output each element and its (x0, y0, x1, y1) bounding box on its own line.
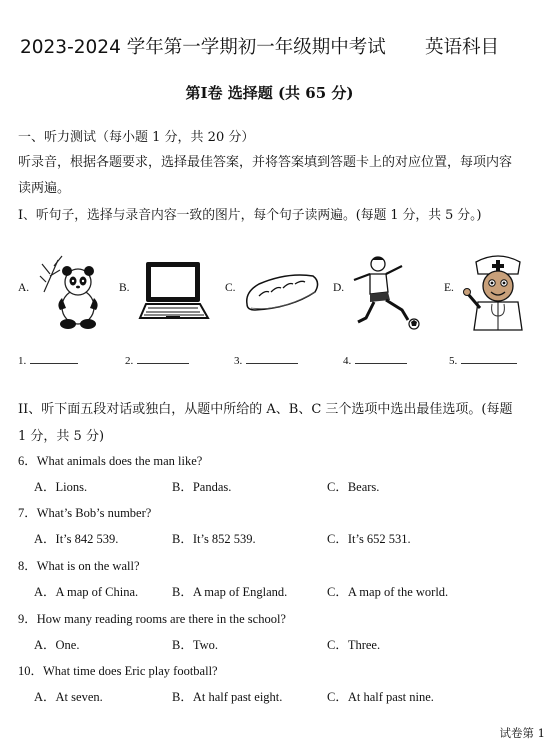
question-6-option-b: B．Pandas. (172, 480, 232, 494)
bread-icon (241, 252, 321, 332)
picture-label-e: E. (444, 282, 454, 294)
question-7-option-c: C．It’s 652 531. (327, 532, 411, 546)
question-6-option-c: C．Bears. (327, 480, 380, 494)
picture-label-a: A. (18, 282, 30, 294)
page-footer: 试卷第 1 (499, 726, 545, 740)
instruction-line-2: 读两遍。 (18, 181, 71, 196)
question-9-option-b: B．Two. (172, 638, 219, 652)
answer-blank-1: 1. (18, 355, 78, 367)
answer-blank-3: 3. (234, 355, 298, 367)
part-ii-heading-line-1: II、听下面五段对话或独白，从题中所给的 A、B、C 三个选项中选出最佳选项。(每题 (18, 402, 513, 417)
panda-bamboo-icon (36, 252, 116, 332)
question-8-option-c: C．A map of the world. (327, 585, 449, 599)
picture-label-d: D. (333, 282, 345, 294)
part-ii-heading-line-2: 1 分，共 5 分) (18, 429, 105, 444)
instruction-line-1: 听录音，根据各题要求，选择最佳答案，并将答案填到答题卡上的对应位置，每项内容 (18, 155, 513, 170)
question-8-option-b: B．A map of England. (172, 585, 288, 599)
question-8: 8．What is on the wall? (18, 559, 140, 573)
part-i-heading: I、听句子，选择与录音内容一致的图片，每个句子读两遍。(每题 1 分，共 5 分。) (18, 208, 482, 223)
section-heading: 一、听力测试（每小题 1 分，共 20 分） (18, 130, 255, 145)
picture-label-c: C. (225, 282, 236, 294)
laptop-icon (134, 252, 214, 332)
exam-subject: 英语科目 (425, 37, 500, 58)
answer-blank-2: 2. (125, 355, 189, 367)
answer-blank-5: 5. (449, 355, 517, 367)
question-7: 7．What’s Bob’s number? (18, 506, 152, 520)
picture-label-b: B. (119, 282, 130, 294)
part-title: 第I卷 选择题 (共 65 分) (185, 84, 354, 102)
question-10: 10．What time does Eric play football? (18, 664, 218, 678)
question-10-option-a: A．At seven. (34, 690, 103, 704)
question-7-option-a: A．It’s 842 539. (34, 532, 119, 546)
question-10-option-c: C．At half past nine. (327, 690, 434, 704)
question-6-option-a: A．Lions. (34, 480, 88, 494)
question-8-option-a: A．A map of China. (34, 585, 139, 599)
question-9: 9．How many reading rooms are there in the school? (18, 612, 286, 626)
question-9-option-c: C．Three. (327, 638, 381, 652)
answer-blank-4: 4. (343, 355, 407, 367)
exam-title: 2023-2024 学年第一学期初一年级期中考试 (20, 37, 386, 58)
question-7-option-b: B．It’s 852 539. (172, 532, 256, 546)
question-6: 6．What animals does the man like? (18, 454, 203, 468)
football-player-icon (348, 252, 428, 332)
question-9-option-a: A．One. (34, 638, 80, 652)
question-10-option-b: B．At half past eight. (172, 690, 283, 704)
doctor-icon (458, 252, 538, 332)
